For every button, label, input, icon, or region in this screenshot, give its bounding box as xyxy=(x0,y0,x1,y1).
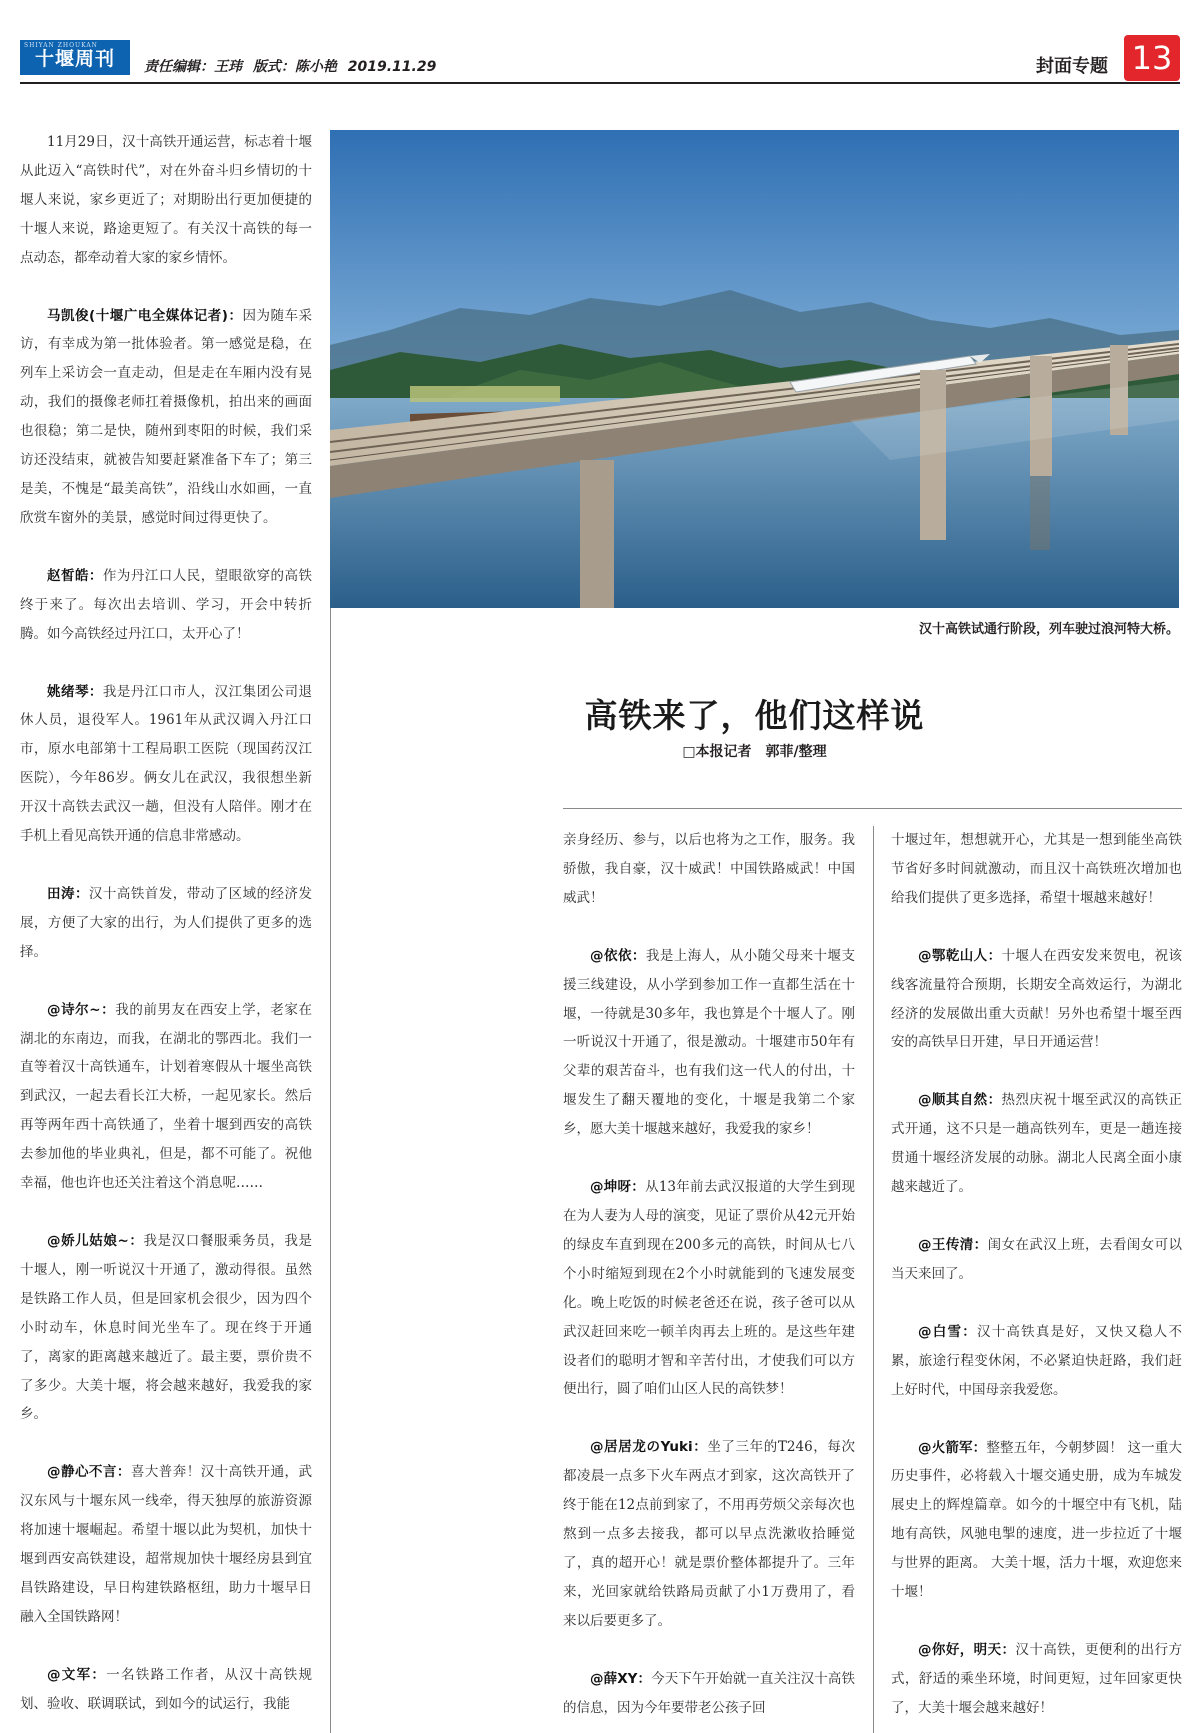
layout-credit: 版式：陈小艳 xyxy=(252,59,337,75)
article-byline: □本报记者 郭菲/整理 xyxy=(682,744,827,760)
quote-text: 汉十高铁真是好，又快又稳人不累，旅途行程变休闲，不必紧迫快赶路，我们赶上好时代，中国母亲我爱您。 xyxy=(891,1323,1182,1398)
quote-text: 热烈庆祝十堰至武汉的高铁正式开通，这不只是一趟高铁列车，更是一趟连接贯通十堰经济发展的动脉。湖北人民离全面小康越来越近了。 xyxy=(891,1092,1182,1196)
quote-paragraph xyxy=(20,678,312,851)
quote-paragraph xyxy=(20,1661,312,1719)
quote-paragraph xyxy=(563,942,855,1144)
quote-paragraph xyxy=(20,302,312,533)
quote-speaker: @诗尔~： xyxy=(47,1001,116,1018)
quote-text: 我的前男友在西安上学，老家在湖北的东南边，而我，在湖北的鄂西北。我们一直等着汉十高铁通车，计划着寒假从十堰坐高铁到武汉，一起去看长江大桥，一起见家长。然后再等两年西十高铁通了，坐着十堰到西安的高铁去参加他的毕业典礼，但是，都不可能了。祝他幸福，他也许也还关注着这个消息呢…… xyxy=(20,1001,312,1192)
quote-speaker: @娇儿姑娘~： xyxy=(47,1233,144,1249)
quote-speaker: @鄂乾山人： xyxy=(918,947,1002,964)
quote-text: 闺女在武汉上班，去看闺女可以当天来回了。 xyxy=(891,1236,1182,1282)
quote-paragraph xyxy=(20,562,312,649)
quote-speaker: @静心不言： xyxy=(47,1464,131,1481)
quote-speaker: @居居龙のYuki： xyxy=(590,1439,708,1456)
bridge-photo xyxy=(330,130,1179,608)
column-middle xyxy=(563,826,855,1733)
newspaper-logo xyxy=(20,40,130,75)
quote-text: 坐了三年的T246，每次都凌晨一点多下火车两点才到家，这次高铁开了终于能在12点前到家了，不用再劳烦父亲每次也熬到一点多去接我，都可以早点洗漱收拾睡觉了，真的超开心！就是票价整体都提升了。三年来，光回家就给铁路局贡献了小1万费用了，看来以后要更多了。 xyxy=(563,1439,855,1629)
quote-paragraph xyxy=(891,1086,1182,1202)
quote-speaker: @白雪： xyxy=(918,1323,977,1340)
quote-text: 汉十高铁，更便利的出行方式，舒适的乘坐环境，时间更短，过年回家更快了，大美十堰会越来越好！ xyxy=(891,1641,1182,1716)
quote-text: 作为丹江口人民，望眼欲穿的高铁终于来了。每次出去培训、学习，开会中转折腾。如今高铁经过丹江口，太开心了！ xyxy=(20,567,312,642)
quote-speaker: @王传清： xyxy=(918,1236,988,1253)
headline-rule xyxy=(563,808,1182,809)
quote-paragraph xyxy=(563,1665,855,1723)
photo-caption: 汉十高铁试通行阶段，列车驶过浪河特大桥。 xyxy=(918,622,1179,637)
quote-speaker: @你好，明天： xyxy=(918,1641,1016,1658)
quote-speaker: @文军： xyxy=(47,1666,107,1683)
continued-text: 亲身经历、参与，以后也将为之工作，服务。我骄傲，我自豪，汉十威武！中国铁路威武！中国威武！ xyxy=(563,832,855,906)
quote-text: 一名铁路工作者，从汉十高铁规划、验收、联调联试，到如今的试运行，我能 xyxy=(20,1666,312,1712)
quote-paragraph xyxy=(563,1433,855,1635)
editor-credit: 责任编辑：王玮 xyxy=(144,59,242,75)
quote-speaker: @薛XY： xyxy=(590,1670,652,1687)
quote-text: 我是上海人，从小随父母来十堰支援三线建设，从小学到参加工作一直都生活在十堰，一待就是30多年，我也算是个十堰人了。刚一听说汉十开通了，很是激动。十堰建市50年有父辈的艰苦奋斗，也有我们这一代人的付出，十堰发生了翻天覆地的变化，十堰是我第二个家乡，愿大美十堰越来越好，我爱我的家乡！ xyxy=(563,947,855,1138)
quote-paragraph xyxy=(891,942,1182,1058)
quote-speaker: 田涛： xyxy=(47,885,89,902)
quote-paragraph xyxy=(20,1227,312,1429)
quote-speaker: 赵皙皓： xyxy=(47,567,103,584)
quote-text: 我是汉口餐服乘务员，我是十堰人，刚一听说汉十开通了，激动得很。虽然是铁路工作人员，但是回家机会很少，因为四个小时动车，休息时间光坐车了。现在终于开通了，离家的距离越来越近了。最主要，票价贵不了多少。大美十堰，将会越来越好，我爱我的家乡。 xyxy=(20,1233,312,1423)
page-number: 13 xyxy=(1124,35,1180,81)
continued-text: 十堰过年，想想就开心，尤其是一想到能坐高铁节省好多时间就激动，而且汉十高铁班次增加也给我们提供了更多选择，希望十堰越来越好！ xyxy=(891,832,1182,906)
quote-paragraph xyxy=(20,1458,312,1631)
quote-text: 因为随车采访，有幸成为第一批体验者。第一感觉是稳，在列车上采访会一直走动，但是走在车厢内没有晃动，我们的摄像老师扛着摄像机，拍出来的画面也很稳；第二是快，随州到枣阳的时候，我们采访还没结束，就被告知要赶紧准备下车了；第三是美，不愧是“最美高铁”，沿线山水如画，一直欣赏车窗外的美景，感觉时间过得更快了。 xyxy=(20,307,312,526)
quote-paragraph xyxy=(891,1636,1182,1723)
section-title: 封面专题 xyxy=(1036,56,1108,77)
quote-text: 我是丹江口市人，汉江集团公司退休人员，退役军人。1961年从武汉调入丹江口市，原水电部第十工程局职工医院（现国药汉江医院），今年86岁。俩女儿在武汉，我很想坐新开汉十高铁去武汉一趟，但没有人陪伴。刚才在手机上看见高铁开通的信息非常感动。 xyxy=(20,683,312,845)
quote-paragraph xyxy=(20,880,312,967)
quote-text: 汉十高铁首发，带动了区域的经济发展，方便了大家的出行，为人们提供了更多的选择。 xyxy=(20,885,312,960)
quote-speaker: @顺其自然： xyxy=(918,1092,1002,1109)
quote-speaker: @火箭军： xyxy=(918,1439,987,1456)
article-headline: 高铁来了，他们这样说 xyxy=(584,696,925,735)
logo-small-text: SHIYAN ZHOUKAN xyxy=(24,42,98,49)
quote-text: 今天下午开始就一直关注汉十高铁的信息，因为今年要带老公孩子回 xyxy=(563,1670,855,1716)
column-divider xyxy=(873,826,874,1733)
quote-text: 十堰人在西安发来贺电，祝该线客流量符合预期，长期安全高效运行，为湖北经济的发展做出重大贡献！另外也希望十堰至西安的高铁早日开建，早日开通运营！ xyxy=(891,947,1182,1051)
header-credits xyxy=(144,56,442,76)
quote-paragraph xyxy=(891,1231,1182,1289)
quote-paragraph xyxy=(20,996,312,1198)
quote-speaker: @坤呀： xyxy=(590,1179,646,1196)
column-right xyxy=(891,826,1182,1733)
quote-speaker: 马凯俊(十堰广电全媒体记者)： xyxy=(47,307,243,324)
column-left xyxy=(20,128,312,1733)
quote-text: 整整五年，今朝梦圆！ 这一重大历史事件，必将载入十堰交通史册，成为车城发展史上的辉煌篇章。如今的十堰空中有飞机，陆地有高铁，风驰电掣的速度，进一步拉近了十堰与世界的距离。 大美十堰，活力十堰，欢迎您来十堰！ xyxy=(891,1439,1182,1601)
quote-speaker: @依依： xyxy=(590,947,646,964)
quote-paragraph xyxy=(891,1318,1182,1405)
issue-date: 2019.11.29 xyxy=(347,59,437,75)
quote-paragraph xyxy=(891,1434,1182,1607)
page-header xyxy=(0,0,1200,86)
intro-paragraph: 11月29日，汉十高铁开通运营，标志着十堰从此迈入“高铁时代”，对在外奋斗归乡情切的十堰人来说，家乡更近了；对期盼出行更加便捷的十堰人来说，路途更短了。有关汉十高铁的每一点动态，都牵动着大家的家乡情怀。 xyxy=(20,134,312,266)
header-rule xyxy=(20,82,1180,84)
logo-text: 十堰周刊 xyxy=(34,48,115,70)
quote-paragraph xyxy=(563,1173,855,1404)
quote-text: 喜大普奔！汉十高铁开通，武汉东风与十堰东风一线牵，得天独厚的旅游资源将加速十堰崛起。希望十堰以此为契机，加快十堰到西安高铁建设，超常规加快十堰经房县到宜昌铁路建设，早日构建铁路枢纽，助力十堰早日融入全国铁路网！ xyxy=(20,1464,312,1625)
quote-speaker: 姚绪琴： xyxy=(47,683,103,700)
high-speed-train-bridge-image xyxy=(330,130,1179,608)
quote-text: 从13年前去武汉报道的大学生到现在为人妻为人母的演变，见证了票价从42元开始的绿皮车直到现在200多元的高铁，时间从七八个小时缩短到现在2个小时就能到的飞速发展变化。晚上吃饭的时候老爸还在说，孩子爸可以从武汉赶回来吃一顿羊肉再去上班的。是这些年建设者们的聪明才智和辛苦付出，才使我们可以方便出行，圆了咱们山区人民的高铁梦！ xyxy=(563,1179,855,1398)
